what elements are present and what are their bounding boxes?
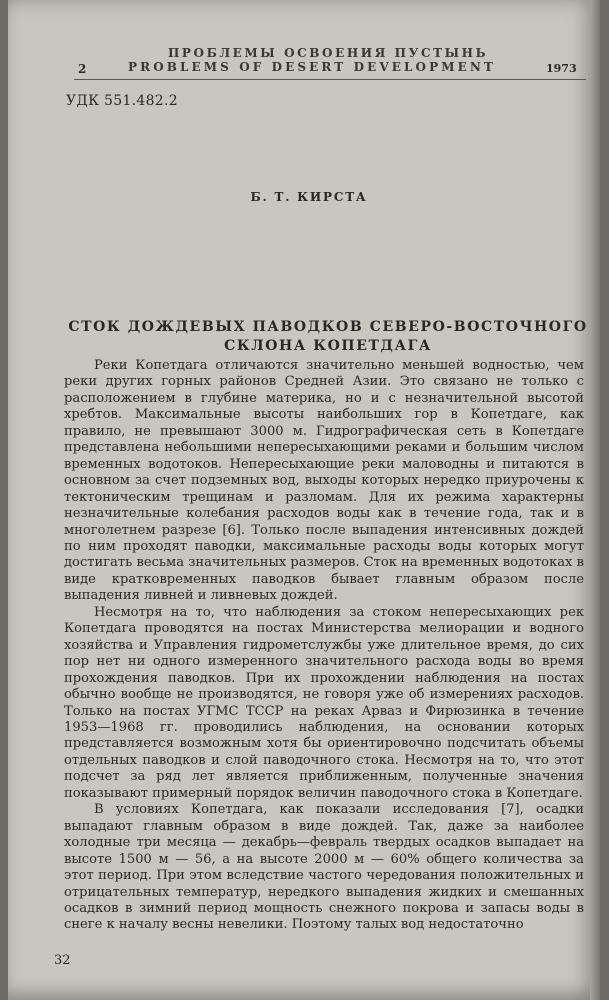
book-spine-shadow <box>590 0 600 1000</box>
issue-number: 2 <box>78 62 87 76</box>
paragraph: Несмотря на то, что наблюдения за стоком непересыхающих рек Копетдага проводятся на постах Министерства мелиорации и водного хозяйства и Управления гидрометслужбы уже длительное время, до сих пор нет ни одного измеренного значительного расхода воды во время прохождения паводков. При их прохождении наблюдения на постах обычно вообще не производятся, не говоря уже об измерениях расходов. Только на постах УГМС ТССР на реках Арваз и Фирюзинка в течение 1953—1968 гг. проводились наблюдения, на основании которых представляется возможным хотя бы ориентировочно подсчитать объемы отдельных паводков и слой паводочного стока. Несмотря на то, что этот подсчет за ряд лет является приближенным, полученные значения показывают примерный порядок величин паводочного стока в Копетдаге. <box>64 604 584 801</box>
journal-title-english: PROBLEMS OF DESERT DEVELOPMENT <box>128 60 496 74</box>
article-body <box>64 358 584 934</box>
udk-code: УДК 551.482.2 <box>66 93 178 109</box>
paragraph: Реки Копетдага отличаются значительно меньшей водностью, чем реки других горных районов Средней Азии. Это связано не только с расположением в глубине материка, но и с незначительной высотой хребтов. Максимальные высоты наибольших гор в Копетдаге, как правило, не превышают 3000 м. Гидрографическая сеть в Копетдаге представлена небольшими непересыхающими реками и большим числом временных водотоков. Непересыхающие реки маловодны и питаются в основном за счет подземных вод, выходы которых нередко приурочены к тектоническим трещинам и разломам. Для их режима характерны незначительные колебания расходов воды как в течение года, так и в многолетнем разрезе [6]. Только после выпадения интенсивных дождей по ним проходят паводки, максимальные расходы воды которых могут достигать весьма значительных размеров. Сток на временных водотоках в виде кратковременных паводков бывает главным образом после выпадения ливней и ливневых дождей. <box>64 358 584 604</box>
paragraph: В условиях Копетдага, как показали исследования [7], осадки выпадают главным образом в виде дождей. Так, даже за наиболее холодные три месяца — декабрь—февраль твердых осадков выпадает на высоте 1500 м — 56, а на высоте 2000 м — 60% общего количества за этот период. При этом вследствие частого чередования положительных и отрицательных температур, нередкого выпадения жидких и смешанных осадков в зимний период мощность снежного покрова и запасы воды в снеге к началу весны невелики. Поэтому талых вод недостаточно <box>64 802 584 933</box>
article-title-line-2: СКЛОНА КОПЕТДАГА <box>224 338 432 354</box>
article-title-line-1: СТОК ДОЖДЕВЫХ ПАВОДКОВ СЕВЕРО-ВОСТОЧНОГО <box>68 319 588 335</box>
header-rule <box>74 79 586 80</box>
page-number: 32 <box>54 953 71 968</box>
author-name: Б. Т. КИРСТА <box>250 190 368 204</box>
issue-year: 1973 <box>546 62 577 75</box>
journal-title-russian: ПРОБЛЕМЫ ОСВОЕНИЯ ПУСТЫНЬ <box>168 46 489 60</box>
article-title <box>68 318 588 356</box>
journal-page <box>8 0 600 1000</box>
